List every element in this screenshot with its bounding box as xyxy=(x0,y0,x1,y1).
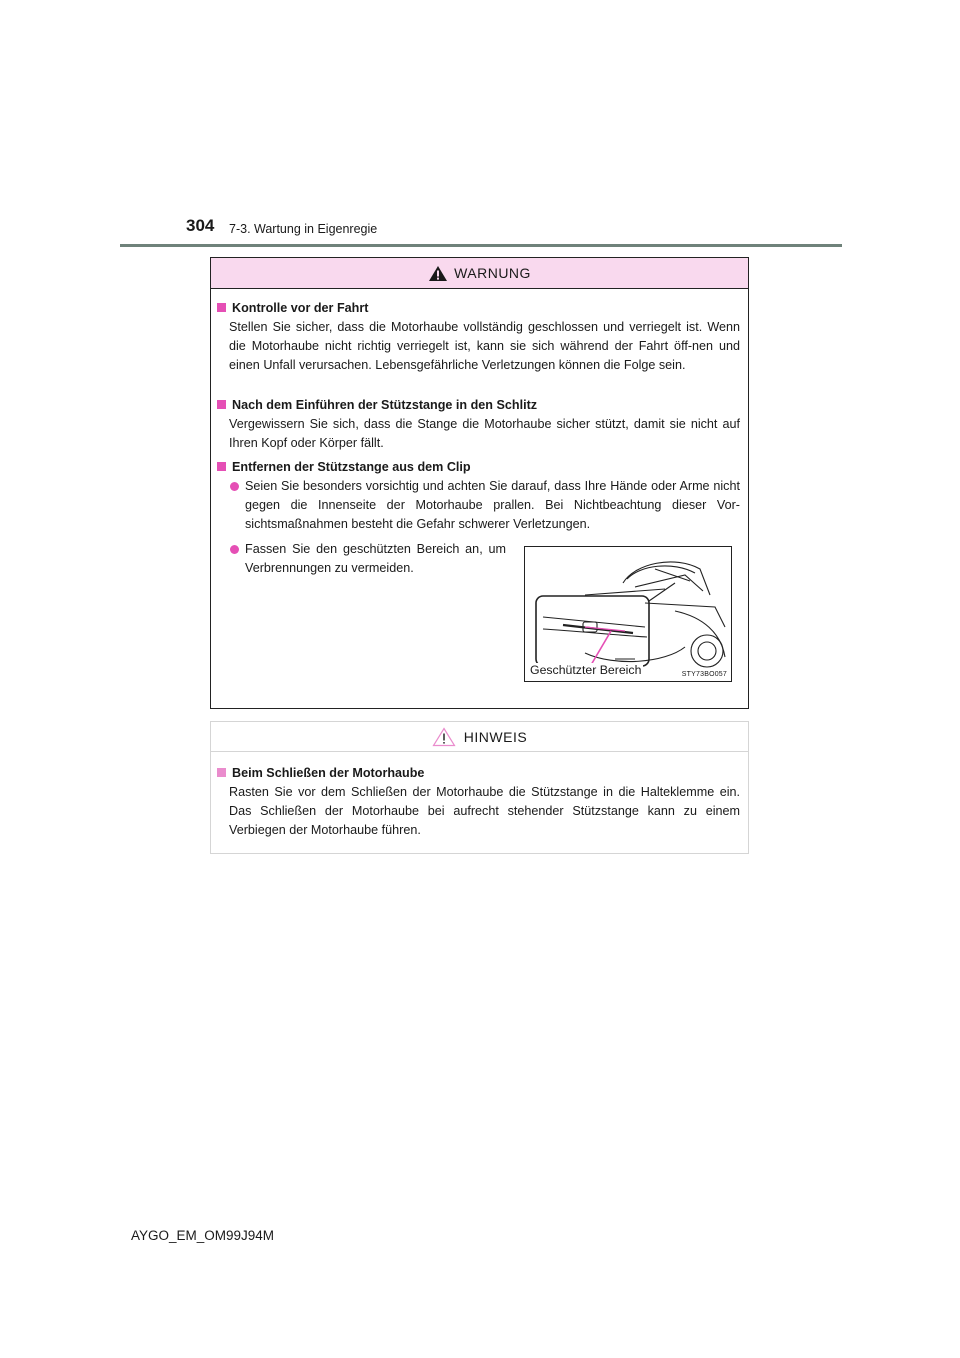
car-hood-illustration xyxy=(525,547,732,682)
square-bullet-icon xyxy=(217,303,226,312)
note-box xyxy=(210,721,749,854)
round-bullet-icon xyxy=(230,545,239,554)
warning-bullet-2-text: Fassen Sie den geschützten Bereich an, um Verbrennungen zu vermeiden. xyxy=(245,542,506,575)
warning-bullet-2 xyxy=(230,540,506,578)
note-header xyxy=(211,722,748,752)
warning-title: WARNUNG xyxy=(454,265,531,281)
page-number: 304 xyxy=(186,216,215,235)
note-item-1-title: Beim Schließen der Motorhaube xyxy=(232,766,425,780)
warning-header xyxy=(211,258,748,289)
warning-item-2-title: Nach dem Einführen der Stützstange in den Schlitz xyxy=(232,398,538,412)
illustration-label: Geschützter Bereich xyxy=(530,663,642,677)
warning-bullet-1-text: Seien Sie besonders vorsichtig und achten Sie darauf, dass Ihre Hände oder Arme nicht gegen die Innenseite der Motorhaube prallen. Bei Nichtbeachtung dieser Vor-sichtsmaßnahmen besteht die Gefahr schwerer Verletzungen. xyxy=(245,479,740,531)
warning-item-2-text: Vergewissern Sie sich, dass die Stange die Motorhaube sicher stützt, damit sie nicht auf Ihren Kopf oder Körper fällt. xyxy=(229,417,740,450)
caution-triangle-icon xyxy=(432,727,456,747)
square-bullet-icon xyxy=(217,768,226,777)
hood-support-illustration xyxy=(524,546,732,682)
square-bullet-icon xyxy=(217,462,226,471)
section-title: 7-3. Wartung in Eigenregie xyxy=(229,222,378,236)
warning-item-3 xyxy=(217,458,740,477)
illustration-code: STY73BO057 xyxy=(681,671,727,678)
warning-triangle-icon xyxy=(428,265,448,282)
round-bullet-icon xyxy=(230,482,239,491)
note-title: HINWEIS xyxy=(463,728,528,745)
warning-item-2 xyxy=(217,396,740,453)
warning-item-1-title: Kontrolle vor der Fahrt xyxy=(232,301,369,315)
warning-item-1-text: Stellen Sie sicher, dass die Motorhaube vollständig geschlossen und verriegelt ist. Wenn die Motorhaube nicht richtig verriegelt ist, kann sie sich während der Fahrt öff-nen und einen Unfall verursachen. Lebensgefährliche Verletzungen können die Folge sein. xyxy=(229,320,740,372)
warning-item-3-title: Entfernen der Stützstange aus dem Clip xyxy=(232,460,471,474)
warning-bullet-1 xyxy=(230,477,740,534)
document-code: AYGO_EM_OM99J94M xyxy=(131,1228,275,1243)
note-item-1 xyxy=(217,764,740,840)
square-bullet-icon xyxy=(217,400,226,409)
header-divider xyxy=(120,244,842,247)
warning-item-1 xyxy=(217,299,740,375)
note-item-1-text: Rasten Sie vor dem Schließen der Motorhaube die Stützstange in die Halteklemme ein. Das Schließen der Motorhaube bei aufrecht stehender Stützstange kann zu einem Verbiegen der Motorhaube führen. xyxy=(229,785,740,837)
